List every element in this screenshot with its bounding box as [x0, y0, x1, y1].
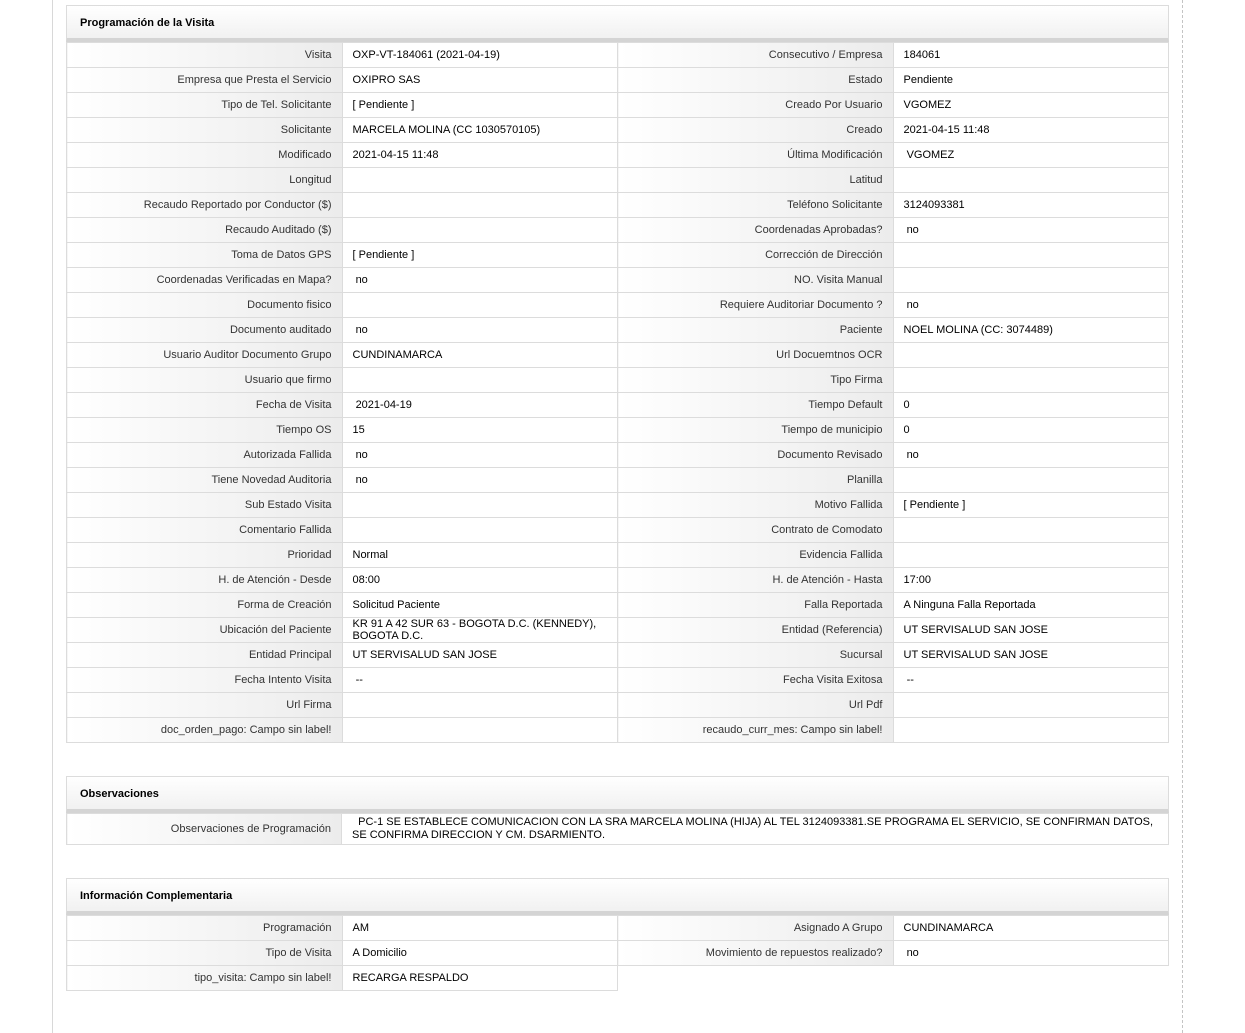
- field-value: no: [342, 468, 618, 493]
- right-border-rule: [1182, 0, 1183, 1033]
- table-row: [67, 693, 1169, 718]
- field-label: Creado Por Usuario: [618, 93, 894, 118]
- field-label: Usuario que firmo: [67, 368, 343, 393]
- field-value: --: [342, 668, 618, 693]
- field-label: Recaudo Reportado por Conductor ($): [67, 193, 343, 218]
- table-row: [67, 393, 1169, 418]
- field-label: Visita: [67, 43, 343, 68]
- table-row: [67, 418, 1169, 443]
- table-row: [67, 568, 1169, 593]
- field-label: Ubicación del Paciente: [67, 618, 343, 643]
- field-value: [893, 518, 1169, 543]
- table-row: [67, 218, 1169, 243]
- field-label: Fecha Visita Exitosa: [618, 668, 894, 693]
- table-row: [67, 168, 1169, 193]
- field-label: H. de Atención - Hasta: [618, 568, 894, 593]
- field-value: [893, 966, 1169, 991]
- field-label: Solicitante: [67, 118, 343, 143]
- table-row: [67, 493, 1169, 518]
- field-value: no: [893, 443, 1169, 468]
- table-row: [67, 243, 1169, 268]
- programacion-table: [66, 42, 1169, 743]
- field-label: Prioridad: [67, 543, 343, 568]
- field-value: [342, 293, 618, 318]
- field-value: PC-1 SE ESTABLECE COMUNICACION CON LA SRA MARCELA MOLINA (HIJA) AL TEL 3124093381.SE PROGRAMA EL SERVICIO, SE CONFIRMAN DATOS, SE CONFIRMA DIRECCION Y CM. DSARMIENTO.: [342, 814, 1169, 845]
- field-label: H. de Atención - Desde: [67, 568, 343, 593]
- field-label: Teléfono Solicitante: [618, 193, 894, 218]
- field-value: [342, 693, 618, 718]
- field-label: Evidencia Fallida: [618, 543, 894, 568]
- field-value: [893, 693, 1169, 718]
- field-label: Modificado: [67, 143, 343, 168]
- table-row: [67, 668, 1169, 693]
- field-value: no: [893, 218, 1169, 243]
- table-row: [67, 143, 1169, 168]
- field-label: Planilla: [618, 468, 894, 493]
- section-title-observaciones: Observaciones: [66, 776, 1169, 813]
- field-label: [618, 966, 894, 991]
- field-value: CUNDINAMARCA: [893, 916, 1169, 941]
- field-value: [893, 268, 1169, 293]
- field-value: VGOMEZ: [893, 93, 1169, 118]
- section-title-programacion: Programación de la Visita: [66, 5, 1169, 42]
- field-value: no: [342, 443, 618, 468]
- field-value: NOEL MOLINA (CC: 3074489): [893, 318, 1169, 343]
- table-row: [67, 468, 1169, 493]
- field-value: UT SERVISALUD SAN JOSE: [893, 618, 1169, 643]
- field-label: Paciente: [618, 318, 894, 343]
- field-label: Longitud: [67, 168, 343, 193]
- table-row: [67, 916, 1169, 941]
- field-label: Coordenadas Aprobadas?: [618, 218, 894, 243]
- field-value: [342, 218, 618, 243]
- field-label: Requiere Auditoriar Documento ?: [618, 293, 894, 318]
- field-label: Corrección de Dirección: [618, 243, 894, 268]
- field-value: UT SERVISALUD SAN JOSE: [342, 643, 618, 668]
- field-value: A Ninguna Falla Reportada: [893, 593, 1169, 618]
- table-row: [67, 268, 1169, 293]
- field-value: [342, 368, 618, 393]
- table-row: [67, 43, 1169, 68]
- field-label: Url Pdf: [618, 693, 894, 718]
- field-label: Motivo Fallida: [618, 493, 894, 518]
- field-value: 184061: [893, 43, 1169, 68]
- field-value: [893, 368, 1169, 393]
- field-label: Documento fisico: [67, 293, 343, 318]
- field-label: Documento auditado: [67, 318, 343, 343]
- table-row: [67, 814, 1169, 845]
- field-value: no: [342, 318, 618, 343]
- table-row: [67, 368, 1169, 393]
- field-value: 08:00: [342, 568, 618, 593]
- observaciones-table: [66, 813, 1169, 845]
- field-label: Sucursal: [618, 643, 894, 668]
- field-label: Recaudo Auditado ($): [67, 218, 343, 243]
- field-value: AM: [342, 916, 618, 941]
- field-value: no: [893, 293, 1169, 318]
- field-value: --: [893, 668, 1169, 693]
- field-label: Comentario Fallida: [67, 518, 343, 543]
- table-row: [67, 618, 1169, 643]
- field-label: Entidad (Referencia): [618, 618, 894, 643]
- field-label: Consecutivo / Empresa: [618, 43, 894, 68]
- field-value: OXIPRO SAS: [342, 68, 618, 93]
- field-value: 2021-04-15 11:48: [342, 143, 618, 168]
- field-label: NO. Visita Manual: [618, 268, 894, 293]
- field-label: Fecha Intento Visita: [67, 668, 343, 693]
- field-value: 2021-04-19: [342, 393, 618, 418]
- field-label: Tipo Firma: [618, 368, 894, 393]
- field-label: Fecha de Visita: [67, 393, 343, 418]
- section-title-complementaria: Información Complementaria: [66, 878, 1169, 915]
- table-row: [67, 293, 1169, 318]
- field-label: Tiene Novedad Auditoria: [67, 468, 343, 493]
- field-label: Creado: [618, 118, 894, 143]
- field-label: doc_orden_pago: Campo sin label!: [67, 718, 343, 743]
- field-value: 2021-04-15 11:48: [893, 118, 1169, 143]
- table-row: [67, 193, 1169, 218]
- field-label: Url Firma: [67, 693, 343, 718]
- table-row: [67, 966, 1169, 991]
- field-label: Asignado A Grupo: [618, 916, 894, 941]
- table-row: [67, 68, 1169, 93]
- field-value: 0: [893, 393, 1169, 418]
- field-label: Entidad Principal: [67, 643, 343, 668]
- table-row: [67, 443, 1169, 468]
- field-value: MARCELA MOLINA (CC 1030570105): [342, 118, 618, 143]
- field-label: Observaciones de Programación: [67, 814, 342, 845]
- field-value: [342, 718, 618, 743]
- table-row: [67, 718, 1169, 743]
- field-label: Contrato de Comodato: [618, 518, 894, 543]
- field-value: [893, 468, 1169, 493]
- field-value: RECARGA RESPALDO: [342, 966, 618, 991]
- field-value: [342, 168, 618, 193]
- table-row: [67, 118, 1169, 143]
- field-value: [ Pendiente ]: [342, 243, 618, 268]
- section-complementaria: [66, 878, 1169, 991]
- table-row: [67, 518, 1169, 543]
- section-observaciones: [66, 776, 1169, 845]
- field-value: [342, 193, 618, 218]
- visit-detail-container: [66, 5, 1169, 1024]
- field-label: recaudo_curr_mes: Campo sin label!: [618, 718, 894, 743]
- field-label: Coordenadas Verificadas en Mapa?: [67, 268, 343, 293]
- table-row: [67, 593, 1169, 618]
- field-value: Normal: [342, 543, 618, 568]
- field-label: Tiempo Default: [618, 393, 894, 418]
- field-value: no: [893, 941, 1169, 966]
- field-value: OXP-VT-184061 (2021-04-19): [342, 43, 618, 68]
- field-label: Sub Estado Visita: [67, 493, 343, 518]
- table-row: [67, 941, 1169, 966]
- field-label: Tiempo de municipio: [618, 418, 894, 443]
- field-label: Última Modificación: [618, 143, 894, 168]
- field-value: [342, 493, 618, 518]
- field-value: [893, 168, 1169, 193]
- field-value: [893, 543, 1169, 568]
- field-value: 3124093381: [893, 193, 1169, 218]
- field-value: [342, 518, 618, 543]
- table-row: [67, 343, 1169, 368]
- field-value: [893, 718, 1169, 743]
- field-label: Usuario Auditor Documento Grupo: [67, 343, 343, 368]
- left-border-rule: [52, 0, 53, 1033]
- field-label: Falla Reportada: [618, 593, 894, 618]
- field-label: Programación: [67, 916, 343, 941]
- field-value: Solicitud Paciente: [342, 593, 618, 618]
- field-value: KR 91 A 42 SUR 63 - BOGOTA D.C. (KENNEDY), BOGOTA D.C.: [342, 618, 618, 643]
- field-label: Estado: [618, 68, 894, 93]
- complementaria-table: [66, 915, 1169, 991]
- field-value: 15: [342, 418, 618, 443]
- field-label: tipo_visita: Campo sin label!: [67, 966, 343, 991]
- field-value: A Domicilio: [342, 941, 618, 966]
- field-label: Tipo de Tel. Solicitante: [67, 93, 343, 118]
- field-value: no: [342, 268, 618, 293]
- field-label: Tipo de Visita: [67, 941, 343, 966]
- field-label: Forma de Creación: [67, 593, 343, 618]
- field-label: Movimiento de repuestos realizado?: [618, 941, 894, 966]
- table-row: [67, 318, 1169, 343]
- field-value: VGOMEZ: [893, 143, 1169, 168]
- table-row: [67, 543, 1169, 568]
- table-row: [67, 93, 1169, 118]
- field-value: 17:00: [893, 568, 1169, 593]
- field-label: Empresa que Presta el Servicio: [67, 68, 343, 93]
- field-value: [893, 343, 1169, 368]
- field-label: Tiempo OS: [67, 418, 343, 443]
- field-label: Autorizada Fallida: [67, 443, 343, 468]
- section-programacion: [66, 5, 1169, 743]
- field-value: [ Pendiente ]: [342, 93, 618, 118]
- field-value: UT SERVISALUD SAN JOSE: [893, 643, 1169, 668]
- field-value: CUNDINAMARCA: [342, 343, 618, 368]
- field-label: Toma de Datos GPS: [67, 243, 343, 268]
- field-value: [893, 243, 1169, 268]
- field-value: [ Pendiente ]: [893, 493, 1169, 518]
- field-value: Pendiente: [893, 68, 1169, 93]
- field-label: Url Docuemtnos OCR: [618, 343, 894, 368]
- table-row: [67, 643, 1169, 668]
- field-label: Documento Revisado: [618, 443, 894, 468]
- field-value: 0: [893, 418, 1169, 443]
- field-label: Latitud: [618, 168, 894, 193]
